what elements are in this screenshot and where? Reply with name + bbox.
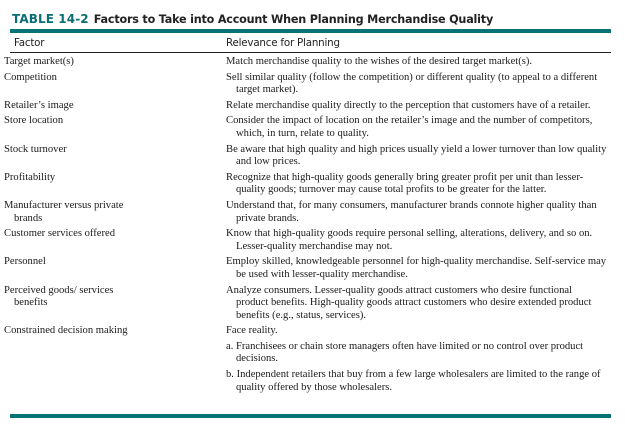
relevance-cell: Relate merchandise quality directly to the perception that customers have of a retailer.: [226, 99, 591, 111]
table-header: [10, 33, 611, 53]
relevance-cell: Know that high-quality goods require personal selling, alterations, delivery, and so on. Lesser-quality merchandise may not.: [226, 228, 593, 252]
relevance-cell: Recognize that high-quality goods generally bring greater profit per unit than lesser-quality goods; turnover may cause total profits to be greater for the latter.: [226, 171, 584, 196]
relevance-cell: Analyze consumers. Lesser-quality goods attract customers who desire functional product benefits. High-quality goods attract customers who desire extended product benefits (e.g., status, services).: [226, 284, 592, 321]
relevance-cell: Understand that, for many consumers, manufacturer brands connote higher quality than private brands.: [226, 199, 597, 224]
relevance-cell: Sell similar quality (follow the competition) or different quality (to appeal to a different target market).: [226, 71, 598, 96]
table-row: [4, 115, 611, 140]
relevance-cell: [226, 325, 611, 394]
relevance-cell: Be aware that high quality and high prices usually yield a lower turnover than low quality and low prices.: [226, 143, 607, 168]
bottom-rule: [10, 414, 611, 418]
table-row: [4, 71, 611, 97]
factor-cell: Profitability: [4, 171, 56, 183]
factor-cell: Perceived goods/ services benefits: [4, 284, 114, 309]
factor-cell: Customer services offered: [4, 228, 116, 240]
table-row: [4, 228, 611, 253]
table-caption: [10, 0, 611, 29]
table-row: [4, 325, 611, 394]
relevance-subitem-a: a. Franchisees or chain store managers often have limited or no control over product decisions.: [226, 340, 584, 365]
header-factor: Factor: [14, 36, 45, 49]
factor-cell: Target market(s): [4, 56, 74, 67]
table-row: [4, 99, 611, 113]
table-row: [4, 56, 611, 69]
table-row: [4, 171, 611, 197]
table-number: TABLE 14-2: [12, 12, 89, 26]
relevance-cell: Employ skilled, knowledgeable personnel for high-quality merchandise. Self-service may be used with lesser-quality merchandise.: [226, 256, 607, 280]
table-title: Factors to Take into Account When Planning Merchandise Quality: [93, 13, 494, 26]
header-relevance: Relevance for Planning: [226, 36, 340, 49]
factor-cell: Store location: [4, 115, 64, 127]
factor-cell: Constrained decision making: [4, 325, 128, 337]
factor-cell: Personnel: [4, 256, 46, 268]
factor-cell: Manufacturer versus private brands: [4, 199, 124, 224]
factor-cell: Retailer’s image: [4, 99, 74, 111]
table-container: [4, 0, 611, 397]
table-row: [4, 143, 611, 169]
relevance-cell: Match merchandise quality to the wishes of the desired target market(s).: [226, 56, 533, 67]
table-row: [4, 256, 611, 281]
relevance-cell: Consider the impact of location on the retailer’s image and the number of competitors, which, in turn, relate to quality.: [226, 115, 593, 139]
relevance-text: Face reality.: [226, 325, 278, 337]
relevance-subitem-b: b. Independent retailers that buy from a few large wholesalers are limited to the range of quality offered by those wholesalers.: [226, 369, 601, 393]
factor-cell: Competition: [4, 71, 57, 83]
table-row: [4, 284, 611, 323]
table-body: [4, 53, 611, 394]
factor-cell: Stock turnover: [4, 143, 67, 155]
table-row: [4, 199, 611, 225]
